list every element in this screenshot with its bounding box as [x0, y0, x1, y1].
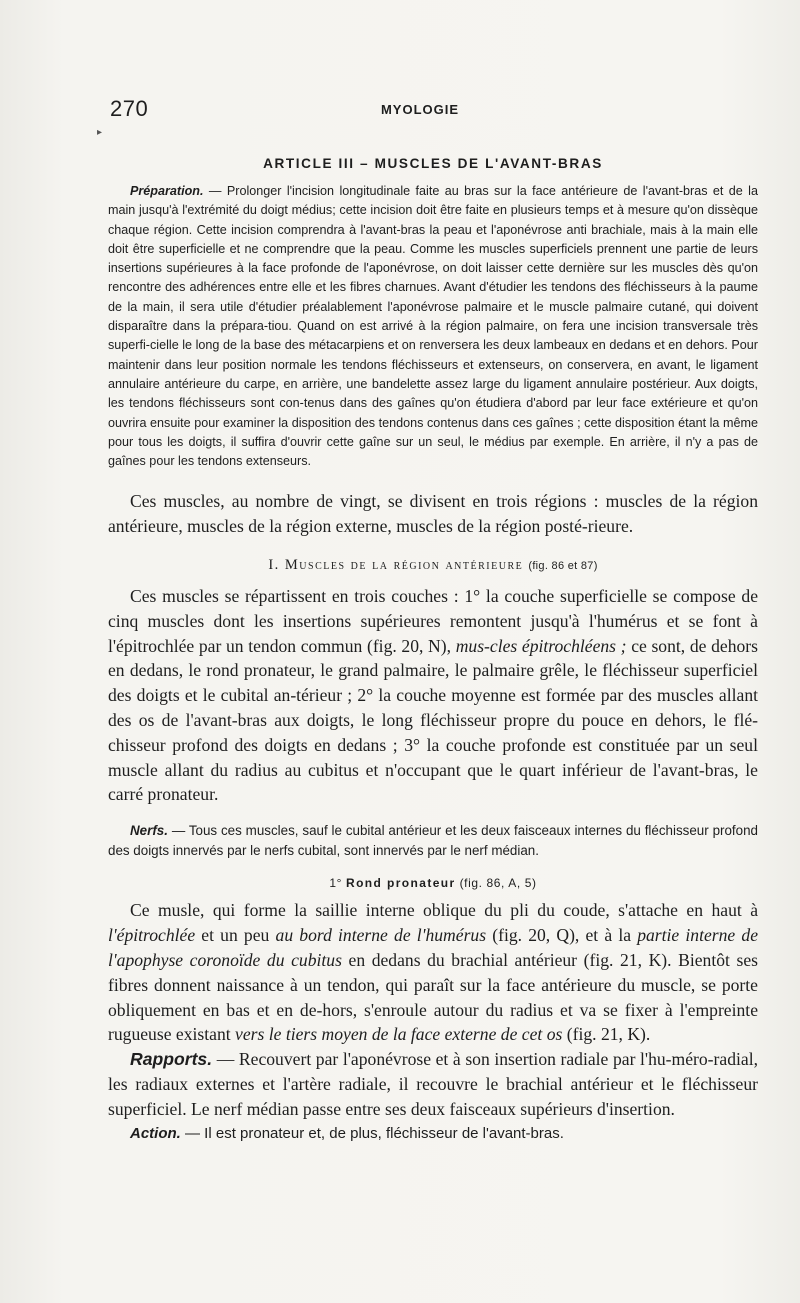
margin-mark: ▸ [97, 127, 103, 138]
intro-paragraph: Ces muscles, au nombre de vingt, se divisent en trois régions : muscles de la région antérieure, muscles de la région externe, muscles de la région posté-rieure. [108, 491, 758, 537]
preparation-label: Préparation. [130, 184, 204, 198]
action-paragraph [108, 1122, 758, 1147]
rond-text-1: Ce musle, qui forme la saillie interne oblique du pli du coude, s'attache en haut à [130, 900, 758, 921]
rond-text-5: (fig. 21, K). [562, 1024, 651, 1045]
subsection-fig-ref: (fig. 86, A, 5) [459, 876, 537, 891]
section-fig-ref: (fig. 86 et 87) [528, 560, 598, 573]
subsection-heading [108, 876, 758, 890]
subsection-number: 1° [329, 876, 343, 891]
preparation-text: — Prolonger l'incision longitudinale faite au bras sur la face antérieure de l'avant-bras et de la main jusqu'à l'extrémité du doigt médius; cette incision doit être faite en plusieurs temps et à mesure qu'on dissèque chaque région. Cette incision comprendra à l'avant-bras la peau et l'aponévrose anti brachiale, mais à la main elle doit être superficielle et ne comprendre que la peau. Comme les muscles superficiels prennent une partie de leurs insertions supérieures à la face profonde de l'aponévrose, on doit laisser cette dernière sur les muscles dès qu'on rencontre des adhérences entre elle et les fibres charnues. Avant d'étudier les tendons des fléchisseurs à la paume de la main, il sera utile d'étudier préalablement l'aponévrose palmaire et le muscle palmaire cutané, qui doivent disparaître dans la prépara-tiou. Quand on est arrivé à la région palmaire, on fera une incision transversale très superfi-cielle le long de la base des métacarpiens et on renversera les deux lambeaux en dedans et en dehors. Pour maintenir dans leur position normale les tendons fléchisseurs et extenseurs, on conservera, en avant, le ligament annulaire antérieure du carpe, en arrière, une bandelette assez large du ligament annulaire postérieur. Aux doigts, les tendons fléchisseurs sont con-tenus dans des gaînes qu'on étudiera d'abord par leur face extérieure et qu'on ouvrira ensuite pour examiner la disposition des tendons contenus dans ces gaînes ; cette disposition étant la même pour tous les doigts, il suffira d'ouvrir cette gaîne sur un seul, le médius par exemple. En arrière, il n'y a pas de gaînes pour les tendons extenseurs. [108, 184, 758, 469]
nerves-text: — Tous ces muscles, sauf le cubital antérieur et les deux faisceaux internes du fléchisseur profond des doigts innervés par le nerfs cubital, sont innervés par le nerf médian. [108, 823, 758, 858]
layers-text-1: Ces muscles se répartissent en trois couches : 1° la couche superficielle se compose de cinq muscles dont les insertions supérieures remontent jusqu'à l'humérus et se font à l'épitrochlée par un tendon commun (fig. 20, N), [108, 586, 758, 656]
running-head: MYOLOGIE [380, 102, 460, 117]
rapports-label: Rapports. [130, 1049, 213, 1070]
section-heading [108, 557, 758, 574]
rapports-text: — Recouvert par l'aponévrose et à son insertion radiale par l'hu-méro-radial, les radiaux externes et l'artère radiale, il recouvre le brachial antérieur et le fléchisseur superficiel. Le nerf médian passe entre ses deux faisceaux supérieurs d'insertion. [108, 1049, 758, 1119]
action-label: Action. [130, 1124, 181, 1142]
layers-paragraph [108, 584, 758, 807]
rond-italic-3: partie interne de l'apophyse coronoïde du cubitus [108, 925, 759, 970]
rond-italic-1: l'épitrochlée [108, 925, 196, 946]
preparation-paragraph [108, 182, 758, 471]
nerves-label: Nerfs. [130, 823, 168, 839]
page-number: 270 [110, 96, 149, 121]
rond-text-3: (fig. 20, Q), et à la [486, 925, 638, 946]
page-body [108, 156, 758, 1146]
rond-text-4: en dedans du brachial antérieur (fig. 21, K). Bientôt ses fibres donnent naissance à un tendon, qui paraît sur la face antérieure du muscle, se porte obliquement en bas et en de-hors, s'enroule autour du radius et va se fixer à l'empreinte rugueuse existant [108, 950, 758, 1045]
layers-italic-term: mus-cles épitrochléens ; [455, 635, 627, 656]
rond-italic-2: au bord interne de l'humérus [275, 925, 487, 946]
action-text: — Il est pronateur et, de plus, fléchisseur de l'avant-bras. [180, 1124, 564, 1142]
page-header [110, 96, 730, 130]
layers-text-2: ce sont, de dehors en dedans, le rond pronateur, le grand palmaire, le palmaire grêle, le fléchisseur superficiel des doigts et le cubital an-térieur ; 2° la couche moyenne est formée par des muscles allant des os de l'avant-bras aux doigts, le long fléchisseur propre du pouce en dehors, le flé-chisseur profond des doigts en dedans ; 3° la couche profonde est constituée par un seul muscle allant du radius au cubitus et n'occupant que le quart inférieur de l'avant-bras, le carré pronateur. [108, 635, 759, 805]
subsection-title: Rond pronateur [346, 876, 456, 891]
section-title: Muscles de la région antérieure [284, 557, 524, 574]
article-title: ARTICLE III – MUSCLES DE L'AVANT-BRAS [263, 156, 603, 171]
section-number: I. [268, 557, 280, 574]
nerves-paragraph [108, 821, 758, 860]
rond-italic-4: vers le tiers moyen de la face externe de cet os [235, 1024, 563, 1045]
rond-paragraph [108, 898, 758, 1047]
rond-text-2: et un peu [195, 925, 276, 946]
rapports-paragraph [108, 1047, 758, 1121]
